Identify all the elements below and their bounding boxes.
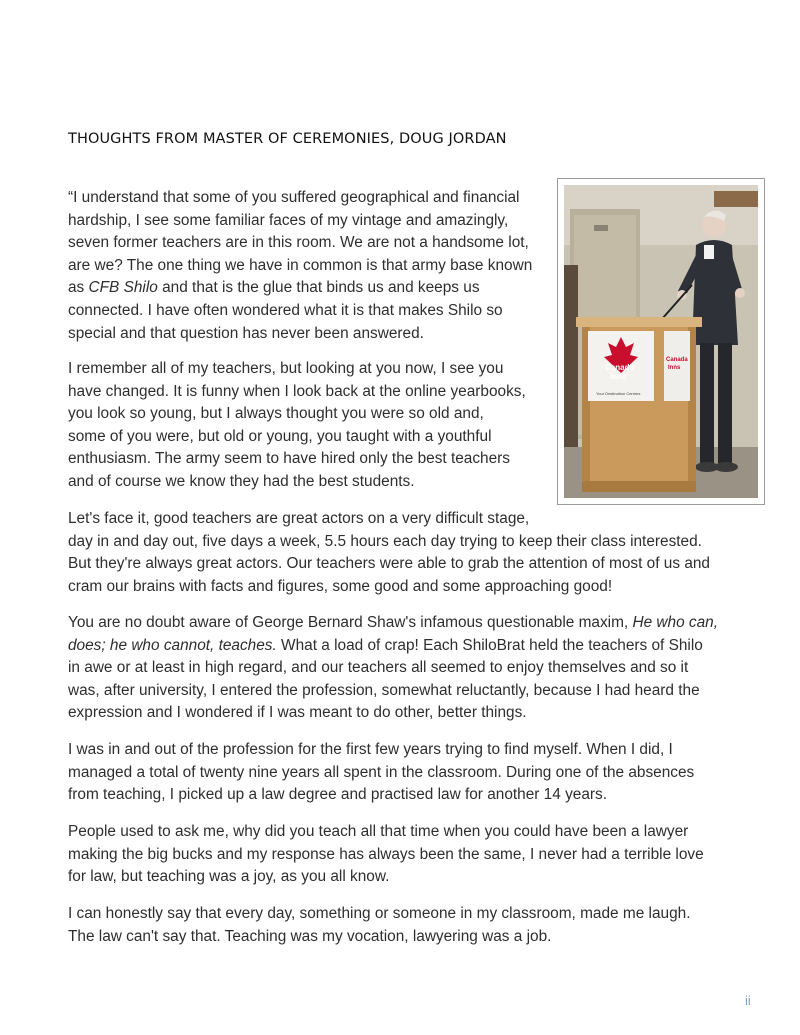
text-segment: You are no doubt aware of George Bernard Shaw's infamous questionable maxim, xyxy=(68,614,633,631)
text-line: have changed. It is funny when I look back at the online yearbooks, xyxy=(68,382,526,400)
text-line: I remember all of my teachers, but looking at you now, I see you xyxy=(68,360,504,377)
text-line xyxy=(68,635,733,658)
paragraph-2 xyxy=(68,358,548,494)
side-sign-line1: Canada xyxy=(666,357,688,363)
text-line: you look so young, but I always thought you were so old and, xyxy=(68,405,484,423)
paragraph-7 xyxy=(68,903,733,948)
podium-sign-line1: Canada xyxy=(605,363,634,372)
text-line: for law, but teaching was a joy, as you all know. xyxy=(68,868,390,886)
text-line: I can honestly say that every day, something or someone in my classroom, made me laugh. xyxy=(68,905,691,922)
italic-text: CFB Shilo xyxy=(88,279,158,297)
photo-frame xyxy=(557,178,765,505)
text-line: are we? The one thing we have in common is that army base known xyxy=(68,256,533,274)
text-line: was, after university, I entered the profession, somewhat reluctantly, because I had heard the xyxy=(68,681,700,699)
text-line xyxy=(68,612,733,635)
podium-sign-tagline: Your Destination Centres xyxy=(596,391,641,396)
podium xyxy=(576,317,702,492)
speaker-photo xyxy=(564,185,758,498)
text-line: some of you were, but old or young, you taught with a youthful xyxy=(68,427,492,445)
text-line: I was in and out of the profession for the first few years trying to find myself. When I did, I xyxy=(68,741,673,758)
section-heading: THOUGHTS FROM MASTER OF CEREMONIES, DOUG JORDAN xyxy=(68,131,507,147)
side-sign-line2: Inns xyxy=(668,365,681,371)
text-segment: What a load of crap! Each ShiloBrat held the teachers of Shilo xyxy=(276,636,703,654)
text-line: from teaching, I picked up a law degree and practised law for another 14 years. xyxy=(68,786,607,804)
paragraph-6 xyxy=(68,821,733,889)
paragraph-5 xyxy=(68,739,733,807)
text-line: managed a total of twenty nine years all spent in the classroom. During one of the absences xyxy=(68,763,695,781)
text-line: But they're always great actors. Our teachers were able to grab the attention of most of us and xyxy=(68,555,710,573)
text-line: day in and day out, five days a week, 5.5 hours each day trying to keep their class interested. xyxy=(68,532,702,550)
text-line: Let's face it, good teachers are great actors on a very difficult stage, xyxy=(68,510,530,527)
text-segment: as xyxy=(68,279,89,297)
paragraph-1 xyxy=(68,187,548,345)
text-line: The law can't say that. Teaching was my vocation, lawyering was a job. xyxy=(68,927,552,945)
text-line xyxy=(68,277,548,300)
page-number: ii xyxy=(745,993,751,1008)
text-line: hardship, I see some familiar faces of my vintage and amazingly, xyxy=(68,211,509,229)
text-line: and of course we know they had the best students. xyxy=(68,472,415,490)
text-line: enthusiasm. The army seem to have hired only the best teachers xyxy=(68,450,510,468)
text-line: expression and I wondered if I was meant to do other, better things. xyxy=(68,704,527,722)
text-line: cram our brains with facts and figures, some good and some approaching good! xyxy=(68,577,613,595)
paragraph-4 xyxy=(68,612,733,725)
text-line: “I understand that some of you suffered geographical and financial xyxy=(68,189,520,206)
podium-sign-line2: Inns xyxy=(610,372,627,381)
text-line: in awe or at least in high regard, and our teachers all seemed to enjoy themselves and so it xyxy=(68,659,689,677)
italic-text: He who can, xyxy=(632,614,719,631)
text-line: making the big bucks and my response has always been the same, I never had a terrible love xyxy=(68,845,704,863)
italic-text: does; he who cannot, teaches. xyxy=(68,636,277,654)
text-segment: and that is the glue that binds us and keeps us xyxy=(157,279,480,297)
paragraph-3 xyxy=(68,508,733,598)
text-line: People used to ask me, why did you teach all that time when you could have been a lawyer xyxy=(68,823,689,840)
text-line: seven former teachers are in this room. We are not a handsome lot, xyxy=(68,234,529,252)
text-line: special and that question has never been answered. xyxy=(68,324,424,342)
text-line: connected. I have often wondered what it is that makes Shilo so xyxy=(68,301,503,319)
